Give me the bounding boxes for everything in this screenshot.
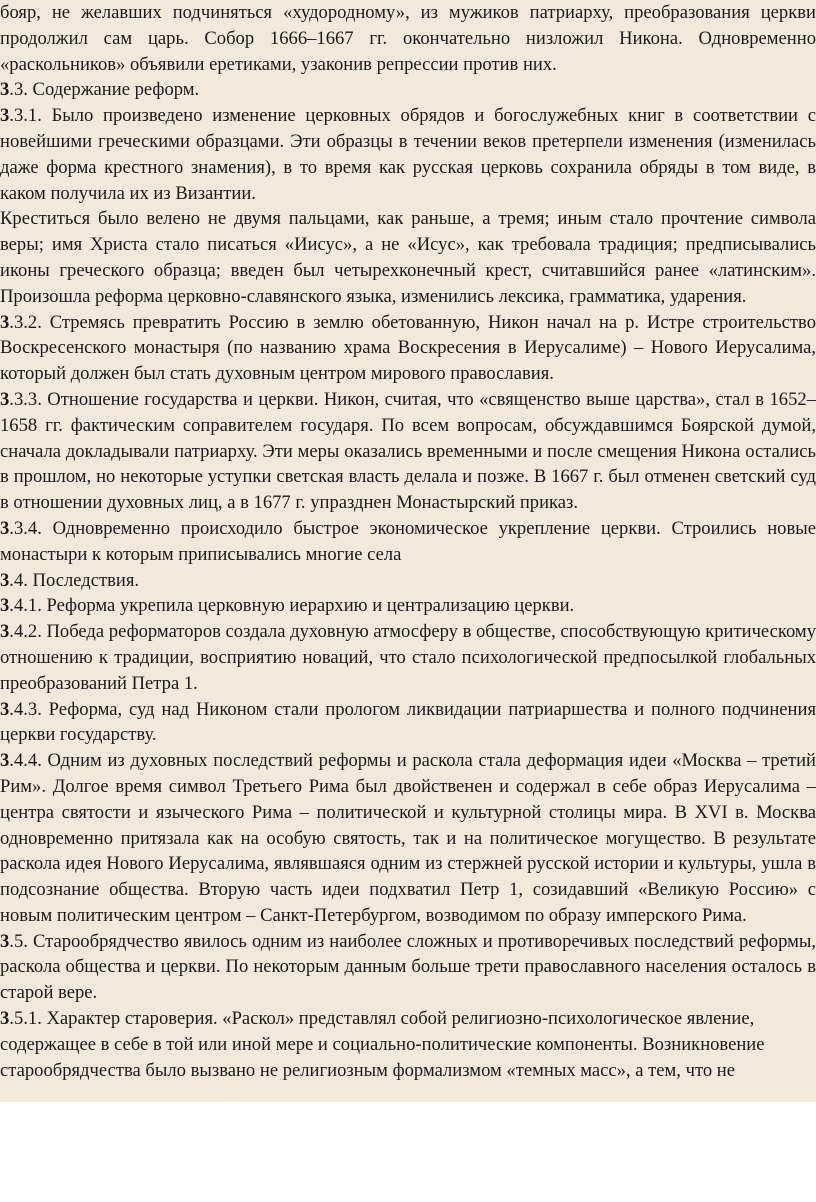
section-number: 3	[0, 750, 10, 772]
paragraph	[0, 387, 816, 516]
paragraph-text: .3.3. Отношение государства и церкви. Никон, считая, что «священство выше царства», стал в 1652–1658 гг. фактическим соправителем государя. По всем вопросам, обсуждавшимся Боярской думой, сначала докладывали патриарху. Эти меры оказались временными и после смещения Никона остались в прошлом, но некоторые уступки светская власть делала и позже. В 1667 г. был отменен светский суд в отношении духовных лиц, а в 1677 г. упразднен Монастырский приказ.	[0, 388, 816, 514]
paragraph-text: .4.4. Одним из духовных последствий реформы и раскола стала деформация идеи «Москва – третий Рим». Долгое время символ Третьего Рима был двойственен и содержал в себе образ Иерусалима – центра святости и языческого Рима – политической и культурной столицы мира. В XVI в. Москва одновременно притязала как на особую святость, так и на политическое могущество. В результате раскола идея Нового Иерусалима, являвшаяся одним из стержней русской истории и культуры, ушла в подсознание общества. Вторую часть идеи подхватил Петр 1, созидавший «Великую Россию» с новым политическим центром – Санкт-Петербургом, возводимом по образу имперского Рима.	[0, 750, 816, 926]
paragraph-text: .4.1. Реформа укрепила церковную иерархию и централизацию церкви.	[9, 595, 575, 617]
section-number: 3	[0, 1008, 10, 1030]
paragraph-text: .5. Старообрядчество явилось одним из наиболее сложных и противоречивых последствий реформы, раскола общества и церкви. По некоторым данным больше трети православного населения осталось в старой вере.	[0, 930, 816, 1004]
paragraph-text: .3.1. Было произведено изменение церковных обрядов и богослужебных книг в соответствии с новейшими греческими образцами. Эти образцы в течении веков претерпели изменения (изменилась даже форма крестного знамения), в то время как русская церковь сохранила обряды в том виде, в каком получила их из Византии.	[0, 105, 816, 204]
heading-text: .3. Содержание реформ.	[9, 79, 200, 101]
section-number: 3	[0, 105, 10, 127]
section-number: 3	[0, 311, 10, 333]
paragraph	[0, 310, 816, 387]
heading-text: .4. Последствия.	[9, 569, 140, 591]
section-number: 3	[0, 930, 10, 952]
paragraph	[0, 0, 816, 77]
section-number: 3	[0, 698, 10, 720]
section-number: 3	[0, 79, 10, 101]
paragraph	[0, 206, 816, 309]
section-number: 3	[0, 517, 10, 539]
paragraph-text: .4.2. Победа реформаторов создала духовную атмосферу в обществе, способствующую критическому отношению к традиции, восприятию новаций, что стало психологической предпосылкой глобальных преобразований Петра 1.	[0, 621, 816, 694]
section-number: 3	[0, 595, 10, 617]
paragraph-text: бояр, не желавших подчиняться «худородному», из мужиков патриарху, преобразования церкви продолжил сам царь. Собор 1666–1667 гг. окончательно низложил Никона. Одновременно «раскольников» объявили еретиками, узаконив репрессии против них.	[0, 2, 816, 75]
section-heading	[0, 77, 816, 103]
section-heading	[0, 568, 816, 594]
paragraph	[0, 516, 816, 568]
paragraph	[0, 103, 816, 206]
section-number: 3	[0, 388, 10, 410]
paragraph	[0, 619, 816, 696]
paragraph-text: .3.4. Одновременно происходило быстрое экономическое укрепление церкви. Строились новые монастыри к которым приписывались многие села	[0, 517, 816, 565]
section-number: 3	[0, 569, 10, 591]
paragraph-text: Креститься было велено не двумя пальцами, как раньше, а тремя; иным стало прочтение символа веры; имя Христа стало писаться «Иисус», а не «Исус», как требовала традиция; предписывались иконы греческого образца; введен был четырехконечный крест, считавшийся ранее «латинским». Произошла реформа церковно-славянского языка, изменились лексика, грамматика, ударения.	[0, 208, 816, 307]
paragraph-text: .4.3. Реформа, суд над Никоном стали прологом ликвидации патриаршества и полного подчинения церкви государству.	[0, 698, 816, 746]
paragraph	[0, 1006, 816, 1083]
paragraph-text: .5.1. Характер староверия. «Раскол» представлял собой религиозно-психологическое явление, содержащее в себе в той или иной мере и социально-политические компоненты. Возникновение старообрядчества было вызвано не религиозным формализмом «темных масс», а тем, что не	[0, 1008, 765, 1081]
paragraph	[0, 593, 816, 619]
paragraph	[0, 929, 816, 1006]
paragraph	[0, 748, 816, 929]
section-number: 3	[0, 621, 10, 643]
paragraph	[0, 697, 816, 749]
paragraph-text: .3.2. Стремясь превратить Россию в землю обетованную, Никон начал на р. Истре строительство Воскресенского монастыря (по названию храма Воскресения в Иерусалиме) – Нового Иерусалима, который должен был стать духовным центром мирового православия.	[0, 311, 816, 385]
